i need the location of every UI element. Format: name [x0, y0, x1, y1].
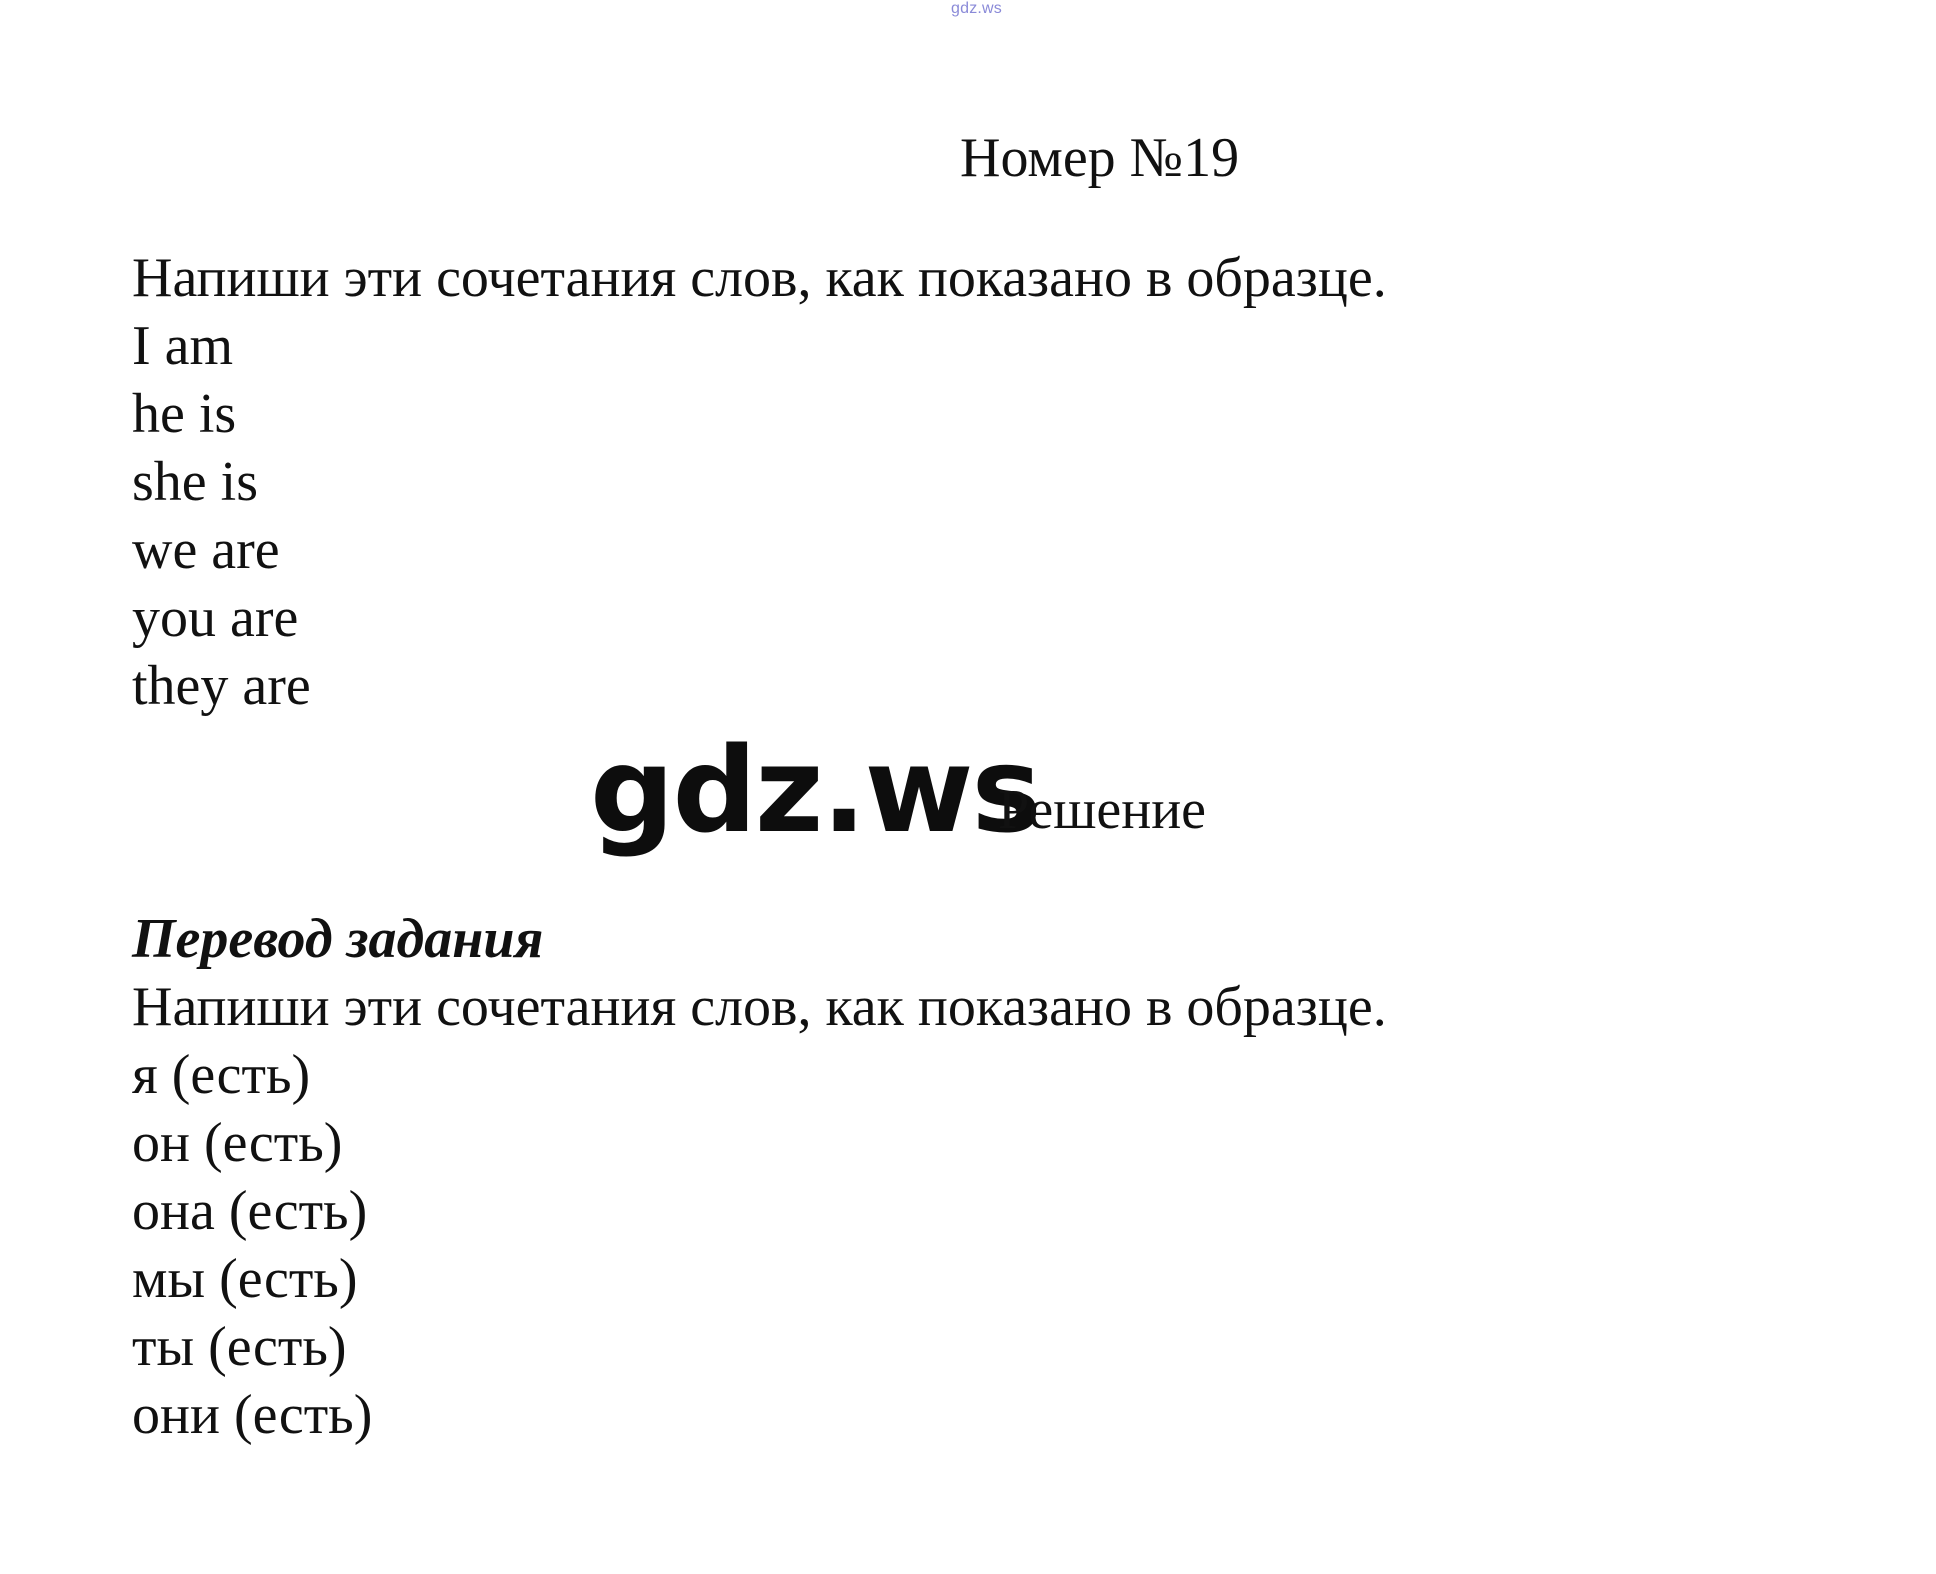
- site-logo: gdz.ws: [590, 721, 1040, 859]
- task-item: they are: [132, 655, 311, 717]
- translation-instruction: Напиши эти сочетания слов, как показано в образце.: [132, 976, 1387, 1038]
- translation-item: я (есть): [132, 1044, 311, 1106]
- translation-item: ты (есть): [132, 1316, 347, 1378]
- translation-item: мы (есть): [132, 1248, 358, 1310]
- task-item: I am: [132, 315, 234, 377]
- top-watermark: gdz.ws: [951, 0, 1002, 17]
- translation-item: она (есть): [132, 1180, 368, 1242]
- translation-item: они (есть): [132, 1384, 373, 1446]
- translation-block: [132, 973, 1387, 1449]
- translation-item: он (есть): [132, 1112, 343, 1174]
- task-item: she is: [132, 451, 258, 513]
- solution-label: Решение: [998, 779, 1207, 841]
- task-item: he is: [132, 383, 237, 445]
- task-item: you are: [132, 587, 299, 649]
- translation-heading: Перевод задания: [132, 908, 544, 970]
- task-instruction: Напиши эти сочетания слов, как показано в образце.: [132, 247, 1387, 309]
- task-block: [132, 244, 1387, 720]
- task-item: we are: [132, 519, 280, 581]
- page-title: Номер №19: [960, 127, 1240, 189]
